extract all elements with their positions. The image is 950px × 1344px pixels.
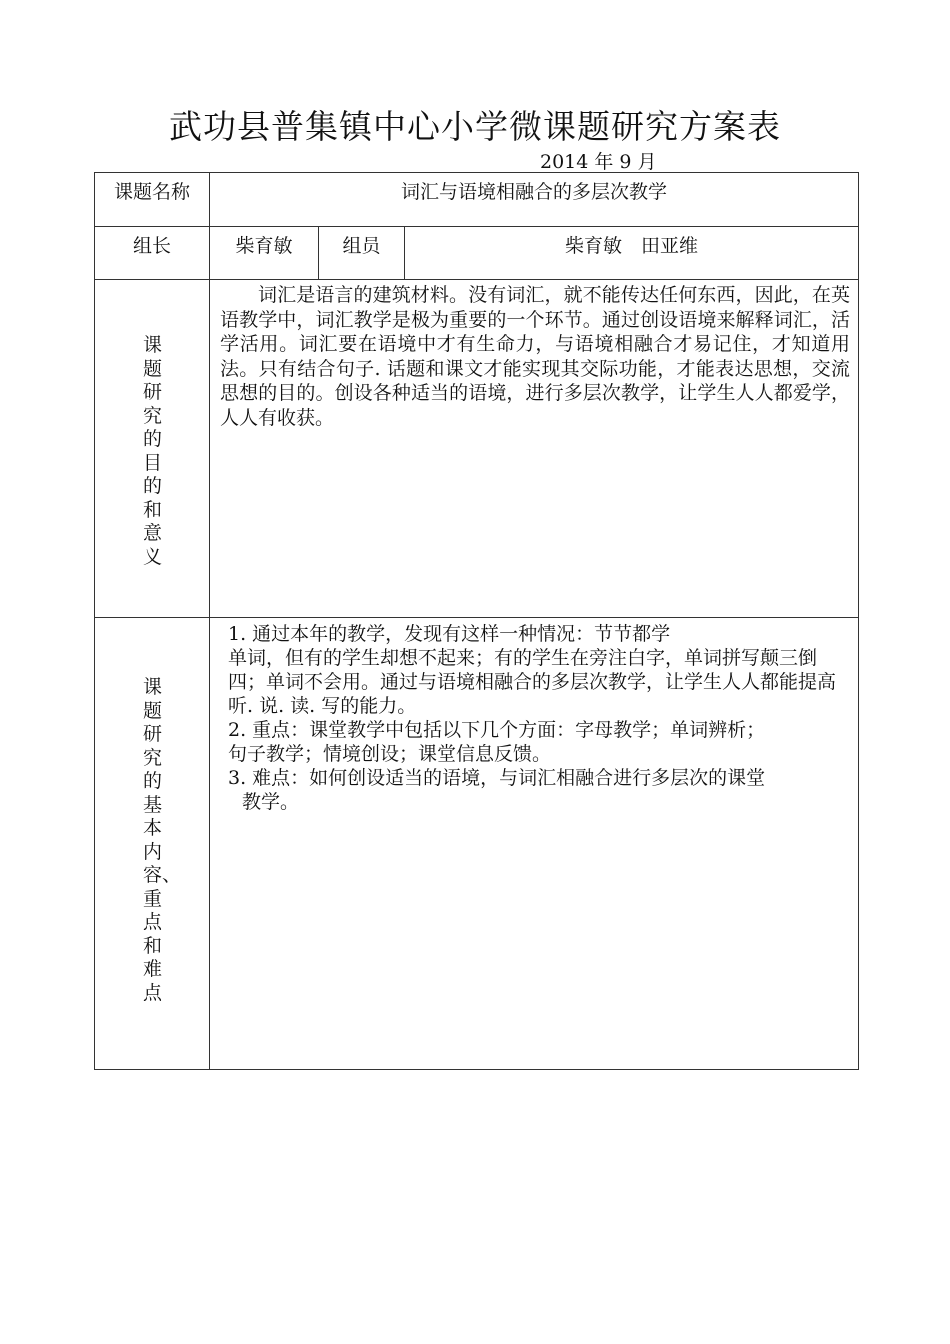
purpose-text-cell [210, 280, 859, 618]
purpose-label: 课题研究的目的和意义 [143, 334, 163, 568]
leader-label: 组长 [95, 227, 210, 280]
document-date: 2014 年 9 月 [540, 151, 657, 173]
topic-label: 课题名称 [95, 173, 210, 227]
leader-value: 柴育敏 [210, 227, 319, 280]
content-item-1-cont: 单词，但有的学生却想不起来；有的学生在旁注白字，单词拼写颠三倒四；单词不会用。通过与语境相融合的多层次教学，让学生人人都能提高听. 说. 读. 写的能力。 [228, 647, 837, 717]
document-title: 武功县普集镇中心小学微课题研究方案表 [169, 107, 781, 146]
members-value: 柴育敏 田亚维 [405, 227, 859, 280]
content-item-2-cont: 句子教学；情境创设；课堂信息反馈。 [228, 743, 552, 765]
content-item-3-cont: 教学。 [242, 791, 300, 813]
purpose-label-cell [95, 280, 210, 618]
members-label: 组员 [319, 227, 405, 280]
content-item-1: 1. 通过本年的教学，发现有这样一种情况：节节都学 [228, 623, 671, 645]
content-label: 课题研究的基本内容、重点和难点 [143, 676, 182, 1004]
content-item-2: 2. 重点：课堂教学中包括以下几个方面：字母教学；单词辨析； [228, 719, 766, 741]
content-item-3: 3. 难点：如何创设适当的语境，与词汇相融合进行多层次的课堂 [228, 767, 766, 789]
leader-row [95, 227, 859, 280]
research-plan-table [94, 172, 859, 1070]
content-row [95, 618, 859, 1070]
content-label-cell [95, 618, 210, 1070]
purpose-row [95, 280, 859, 618]
content-text-cell [210, 618, 859, 1070]
purpose-text: 词汇是语言的建筑材料。没有词汇，就不能传达任何东西，因此，在英语教学中，词汇教学是极为重要的一个环节。通过创设语境来解释词汇，活学活用。词汇要在语境中才有生命力，与语境相融合才易记住，才知道用法。只有结合句子. 话题和课文才能实现其交际功能，才能表达思想，交流思想的目的。创设各种适当的语境，进行多层次教学，让学生人人都爱学，人人有收获。 [220, 284, 851, 429]
topic-value: 词汇与语境相融合的多层次教学 [210, 173, 859, 227]
topic-row [95, 173, 859, 227]
